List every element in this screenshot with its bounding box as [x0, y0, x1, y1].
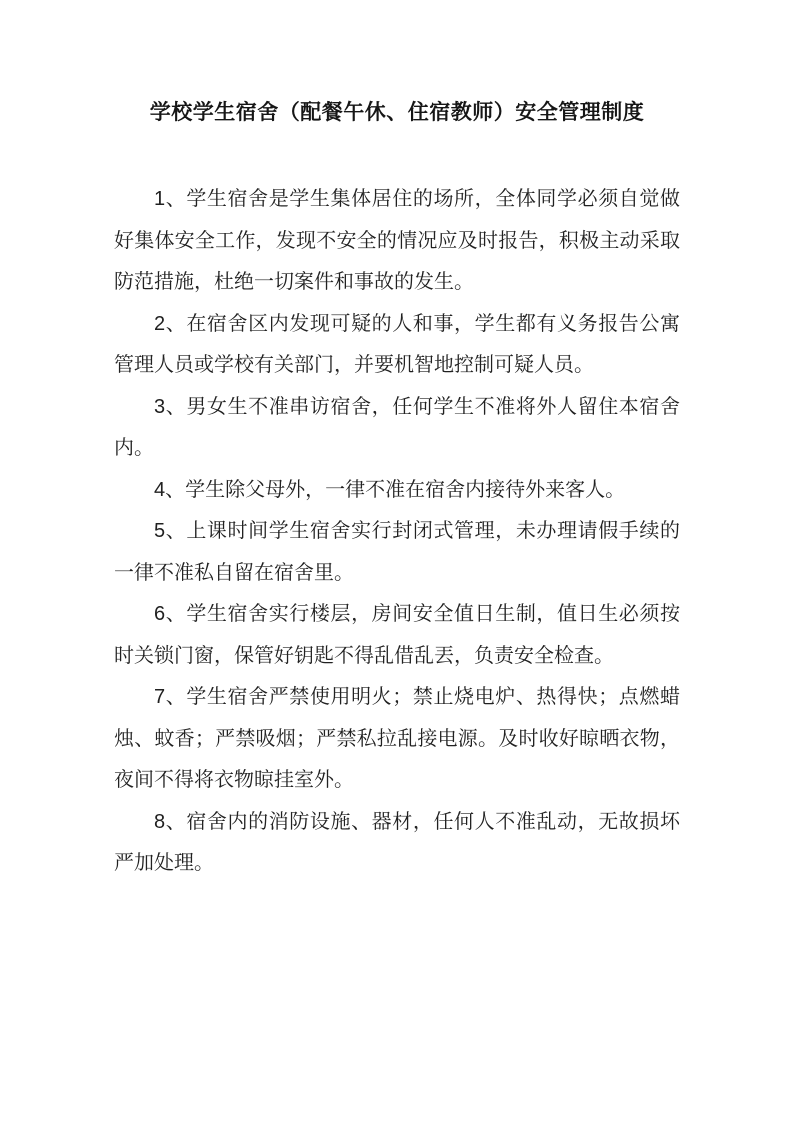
- paragraph-6: 6、学生宿舍实行楼层，房间安全值日生制，值日生必须按时关锁门窗，保管好钥匙不得乱借乱丟，负责安全检查。: [114, 603, 680, 667]
- paragraph-2: 2、在宿舍区内发现可疑的人和事，学生都有义务报告公寓管理人员或学校有关部门，并要机智地控制可疑人员。: [114, 312, 680, 376]
- document-title: 学校学生宿舍（配餐午休、住宿教师）安全管理制度: [149, 101, 645, 124]
- paragraph-7: 7、学生宿舍严禁使用明火；禁止烧电炉、热得快；点燃蜡烛、蚊香；严禁吸烟；严禁私拉乱接电源。及时收好晾晒衣物，夜间不得将衣物晾挂室外。: [114, 686, 680, 791]
- paragraph-5: 5、上课时间学生宿舍实行封闭式管理，未办理请假手续的一律不准私自留在宿舍里。: [114, 520, 680, 584]
- paragraph-4: 4、学生除父母外，一律不准在宿舍内接待外来客人。: [154, 478, 626, 501]
- paragraph-8: 8、宿舍内的消防设施、器材，任何人不准乱动，无故损坏严加处理。: [114, 810, 680, 874]
- document-body: [114, 179, 680, 885]
- paragraph-1: 1、学生宿舍是学生集体居住的场所，全体同学必须自觉做好集体安全工作，发现不安全的情况应及时报告，积极主动采取防范措施，杜绝一切案件和事故的发生。: [114, 188, 680, 293]
- paragraph-3: 3、男女生不准串访宿舍，任何学生不准将外人留住本宿舍内。: [114, 395, 680, 459]
